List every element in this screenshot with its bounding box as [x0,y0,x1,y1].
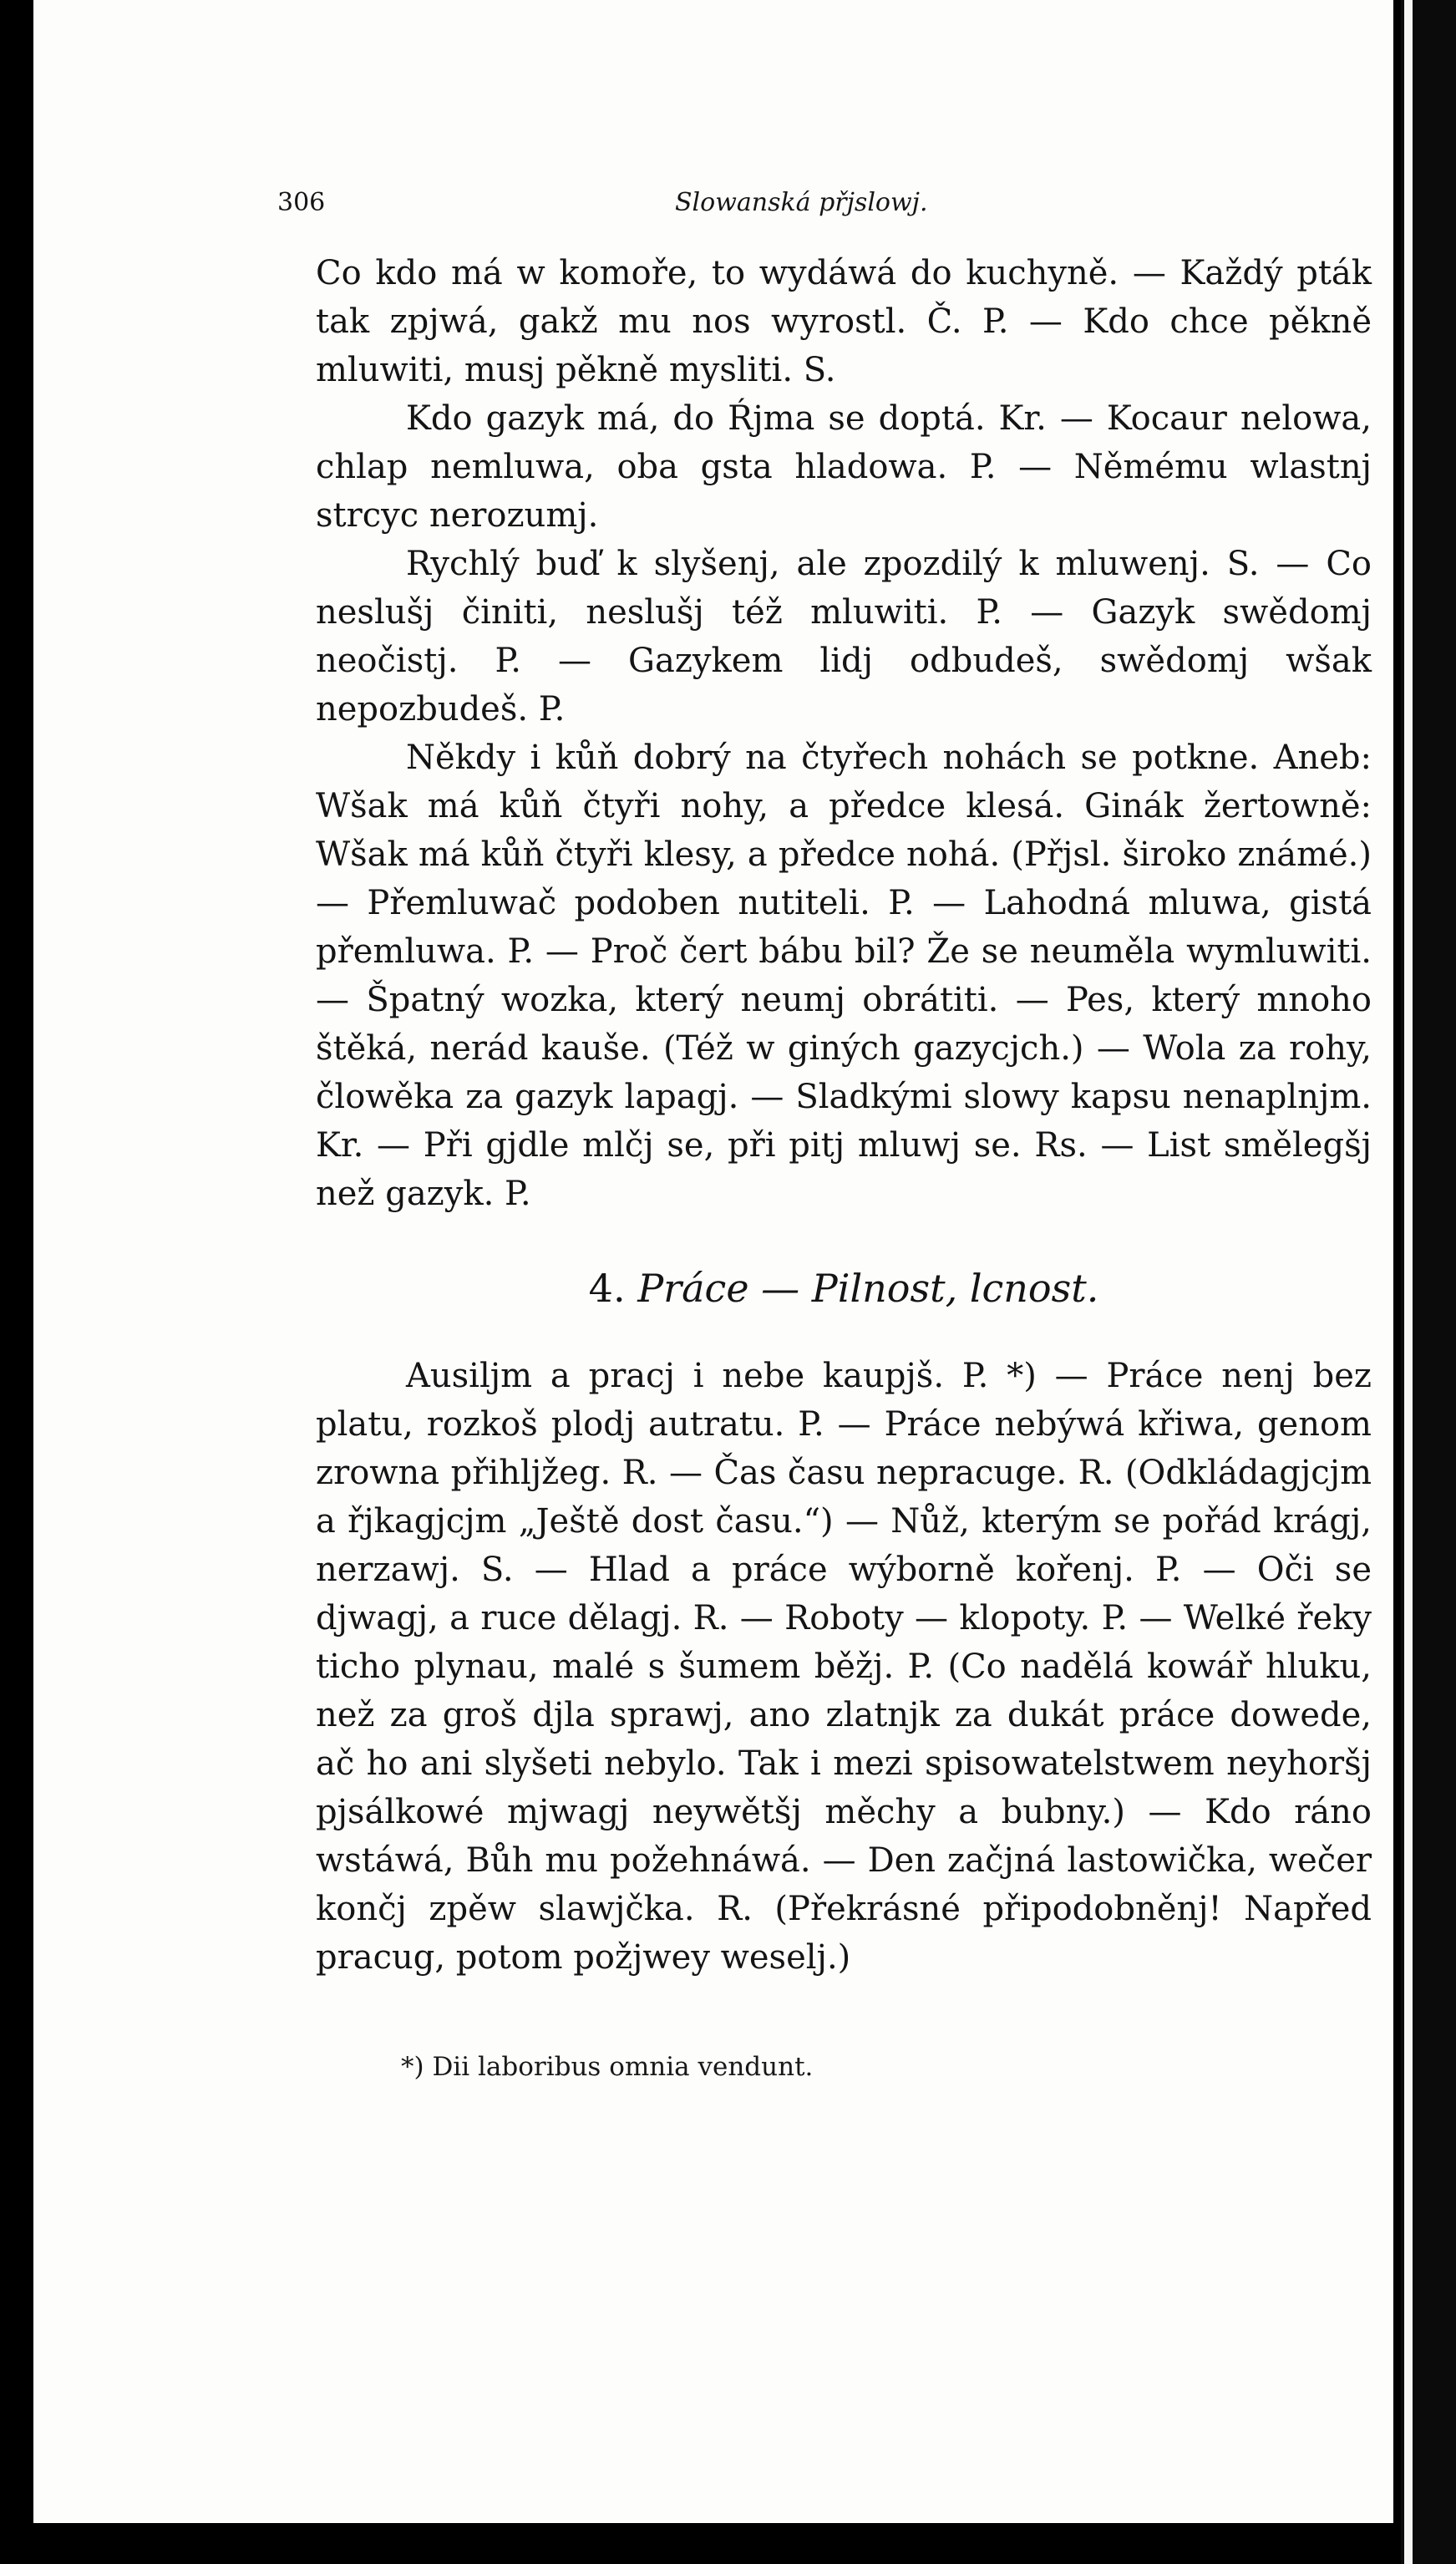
scan-edge-line [1404,0,1413,2564]
main-text [316,249,1372,1982]
page-header [277,188,1380,225]
running-title: Slowanská přjslowj. [675,188,928,217]
paragraph: Ausiljm a pracj i nebe kaupjš. P. *) — Práce nenj bez platu, rozkoš plodj autratu. P. — Práce nebýwá křiwa, genom zrowna přihljžeg. R. — Čas času nepracuge. R. (Odkládagjcjm a řjkagjcjm „Ještě dost času.“) — Nůž, kterým se pořád krágj, nerzawj. S. — Hlad a práce wýborně kořenj. P. — Oči se djwagj, a ruce dělagj. R. — Roboty — klopoty. P. — Welké řeky ticho plynau, malé s šumem běžj. P. (Co nadělá kowář hluku, než za groš djla sprawj, ano zlatnjk za dukát práce dowede, ač ho ani slyšeti nebylo. Tak i mezi spisowatelstwem neyhoršj pjsálkowé mjwagj neywětšj měchy a bubny.) — Kdo ráno wstáwá, Bůh mu požehnáwá. — Den začjná lastowička, wečer končj zpěw slawjčka. R. (Překrásné připodobněnj! Napřed pracug, potom požjwey weselj.) [316,1357,1372,1977]
footnote: *) Dii laboribus omnia vendunt. [401,2052,814,2082]
section-heading [316,1263,1372,1313]
paragraph: Rychlý buď k slyšenj, ale zpozdilý k mluwenj. S. — Co neslušj činiti, neslušj též mluwiti. P. — Gazyk swědomj neočistj. P. — Gazykem lidj odbudeš, swědomj wšak nepozbudeš. P. [316,545,1372,729]
paragraph: Někdy i kůň dobrý na čtyřech nohách se potkne. Aneb: Wšak má kůň čtyři nohy, a předce klesá. Ginák žertowně: Wšak má kůň čtyři klesy, a předce nohá. (Přjsl. široko známé.) — Přemluwač podoben nutiteli. P. — Lahodná mluwa, gistá přemluwa. P. — Proč čert bábu bil? Že se neuměla wymluwiti. — Špatný wozka, který neumj obrátiti. — Pes, který mnoho štěká, nerád kauše. (Též w giných gazycjch.) — Wola za rohy, člowěka za gazyk lapagj. — Sladkými slowy kapsu nenaplnjm. Kr. — Při gjdle mlčj se, při pitj mluwj se. Rs. — List smělegšj než gazyk. P. [316,739,1372,1213]
section-number: 4. [588,1266,626,1311]
book-page [33,0,1393,2523]
paragraph: Kdo gazyk má, do Ŕjma se doptá. Kr. — Kocaur nelowa, chlap nemluwa, oba gsta hladowa. P. — Němému wlastnj strcyc nerozumj. [316,399,1372,535]
page-number: 306 [277,188,326,217]
paragraph: Co kdo má w komoře, to wydáwá do kuchyně. — Každý pták tak zpjwá, gakž mu nos wyrostl. Č. P. — Kdo chce pěkně mluwiti, musj pěkně mysliti. S. [316,254,1372,389]
section-title: Práce — Pilnost, lcnost. [637,1266,1099,1311]
